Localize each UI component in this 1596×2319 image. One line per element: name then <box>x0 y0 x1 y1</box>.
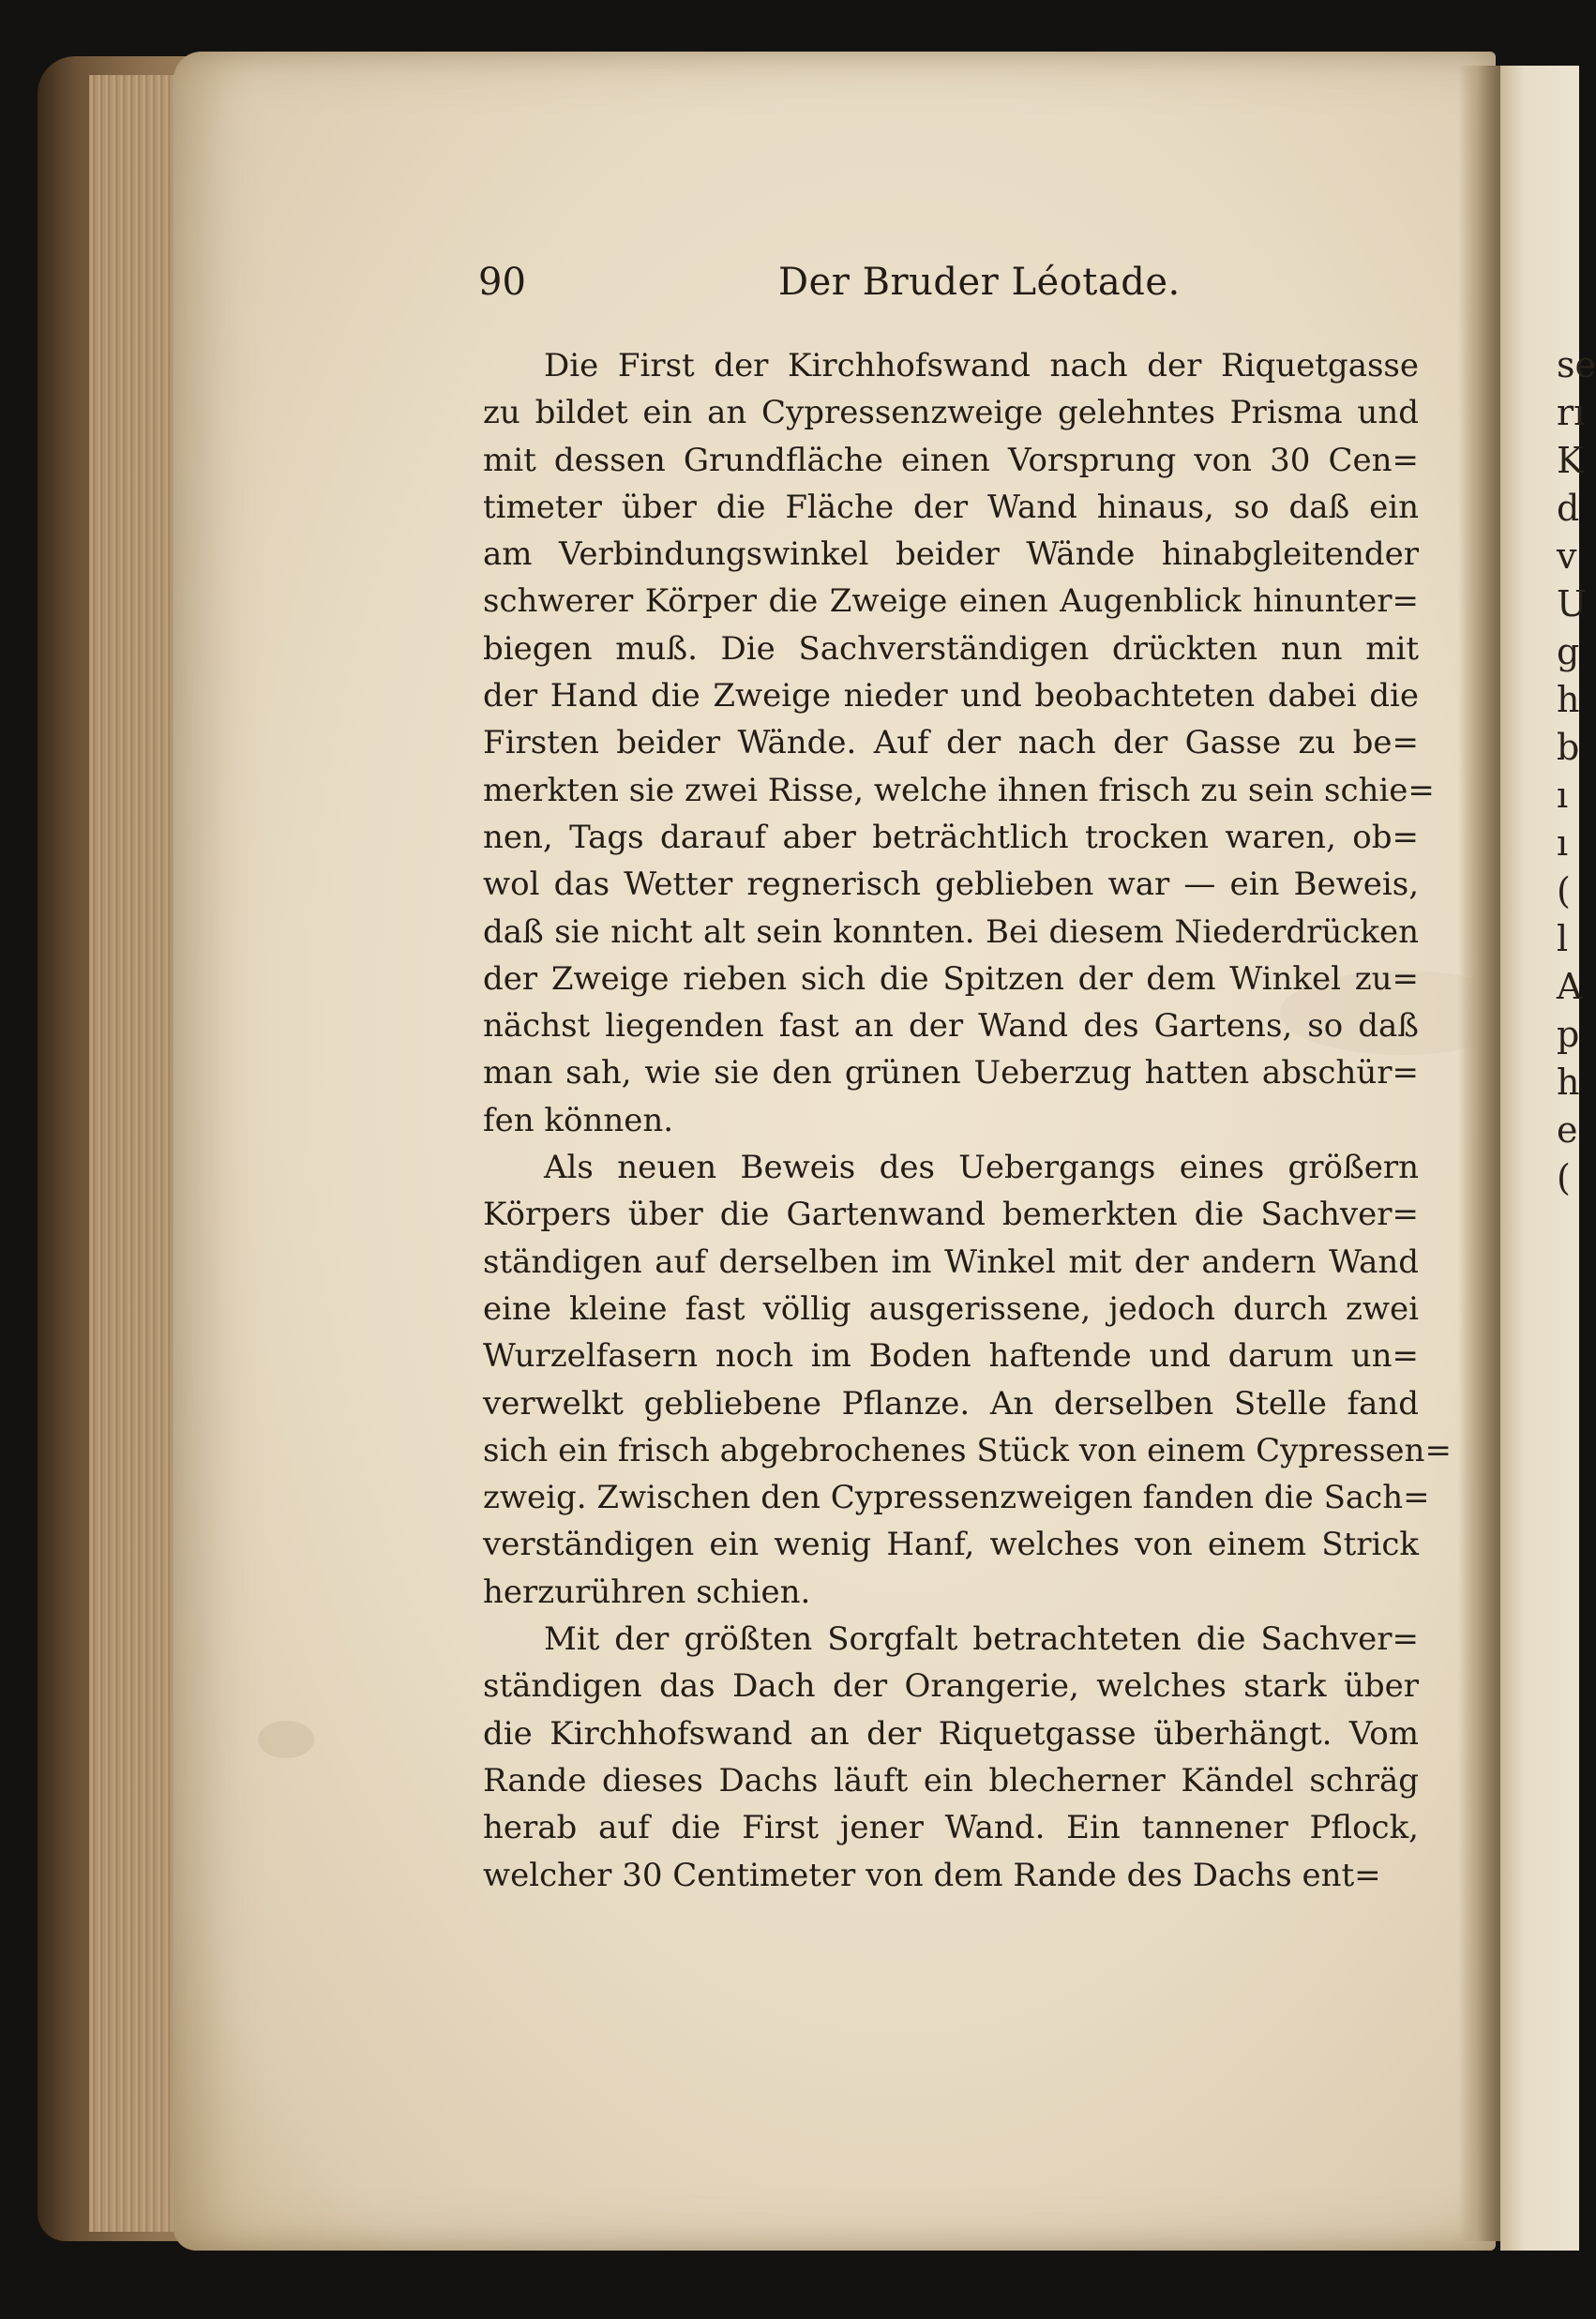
text-line: sich ein frisch abgebrochenes Stück von einem Cypressen= <box>483 1431 1452 1469</box>
text-line: Wurzelfasern noch im Boden haftende und darum un= <box>483 1337 1419 1376</box>
text-line: der Zweige rieben sich die Spitzen der dem Winkel zu= <box>483 959 1419 998</box>
facing-page-fragment: h <box>1557 1062 1580 1103</box>
text-line: ständigen das Dach der Orangerie, welches stark über <box>483 1667 1419 1706</box>
page-number: 90 <box>478 261 526 304</box>
text-line: biegen muß. Die Sachverständigen drückten nun mit <box>483 629 1419 668</box>
facing-page-fragment: A <box>1557 966 1583 1007</box>
text-line: daß sie nicht alt sein konnten. Bei diesem Niederdrücken <box>483 912 1419 951</box>
facing-page-fragment: h <box>1557 679 1580 720</box>
text-line: man sah, wie sie den grünen Ueberzug hatten abschür= <box>483 1054 1419 1092</box>
text-line: fen können. <box>483 1101 674 1139</box>
facing-page-fragment: ( <box>1557 870 1571 911</box>
text-line: herab auf die First jener Wand. Ein tannener Pflock, <box>483 1809 1419 1847</box>
text-line: Die First der Kirchhofswand nach der Riquetgasse <box>544 347 1419 384</box>
facing-page-fragment: e <box>1557 1109 1578 1151</box>
text-line: die Kirchhofswand an der Riquetgasse überhängt. Vom <box>483 1714 1419 1753</box>
facing-page-fragment: ( <box>1557 1157 1571 1198</box>
text-line: merkten sie zwei Risse, welche ihnen frisch zu sein schie= <box>483 771 1435 809</box>
text-line: der Hand die Zweige nieder und beobachteten dabei die <box>483 677 1419 715</box>
text-line: zweig. Zwischen den Cypressenzweigen fanden die Sach= <box>483 1479 1430 1517</box>
text-line: Körpers über die Gartenwand bemerkten die Sachver= <box>483 1196 1419 1234</box>
text-line: verständigen ein wenig Hanf, welches von einem Strick <box>483 1526 1419 1564</box>
facing-page-fragment: ı <box>1557 822 1569 864</box>
facing-page-fragment: ı <box>1557 775 1569 816</box>
body-text <box>483 342 1452 1899</box>
text-line: zu bildet ein an Cypressenzweige gelehntes Prisma und <box>483 394 1419 432</box>
text-line: nen, Tags darauf aber beträchtlich trocken waren, ob= <box>483 818 1419 856</box>
facing-page-fragment: K <box>1557 440 1584 481</box>
facing-page-fragment: l <box>1557 918 1569 959</box>
text-line: Als neuen Beweis des Uebergangs eines größern <box>544 1149 1419 1187</box>
text-line: Firsten beider Wände. Auf der nach der Gasse zu be= <box>483 724 1419 762</box>
facing-page-fragment: rı <box>1557 392 1586 433</box>
text-line: nächst liegenden fast an der Wand des Gartens, so daß <box>483 1007 1419 1046</box>
text-line: schwerer Körper die Zweige einen Augenblick hinunter= <box>483 582 1419 621</box>
text-line: eine kleine fast völlig ausgerissene, jedoch durch zwei <box>483 1289 1419 1328</box>
text-line: am Verbindungswinkel beider Wände hinabgleitender <box>483 535 1419 574</box>
facing-page-fragment: g <box>1557 631 1580 672</box>
text-line: mit dessen Grundfläche einen Vorsprung von 30 Cen= <box>483 441 1419 479</box>
facing-page-fragment: b <box>1557 727 1580 768</box>
text-line: Mit der größten Sorgfalt betrachteten die Sachver= <box>544 1620 1419 1659</box>
page-header <box>478 261 1416 308</box>
paper-stain <box>258 1721 314 1758</box>
text-line: verwelkt gebliebene Pflanze. An derselben Stelle fand <box>483 1384 1419 1423</box>
book-gutter <box>1458 66 1505 2241</box>
running-title: Der Bruder Léotade. <box>778 261 1181 304</box>
text-line: herzurühren schien. <box>483 1573 811 1611</box>
text-line: ständigen auf derselben im Winkel mit der andern Wand <box>483 1242 1419 1281</box>
text-line: wol das Wetter regnerisch geblieben war — ein Beweis, <box>483 866 1419 904</box>
facing-page-fragment: U <box>1557 583 1588 625</box>
facing-page-fragment: d <box>1557 488 1580 529</box>
text-line: timeter über die Fläche der Wand hinaus, so daß ein <box>483 488 1419 526</box>
facing-page-fragment: se <box>1557 344 1596 385</box>
facing-page-fragment: p <box>1557 1014 1580 1055</box>
facing-page-fragment: v <box>1557 535 1577 577</box>
text-line: Rande dieses Dachs läuft ein blecherner Kändel schräg <box>483 1761 1419 1799</box>
text-line: welcher 30 Centimeter von dem Rande des Dachs ent= <box>483 1856 1381 1894</box>
